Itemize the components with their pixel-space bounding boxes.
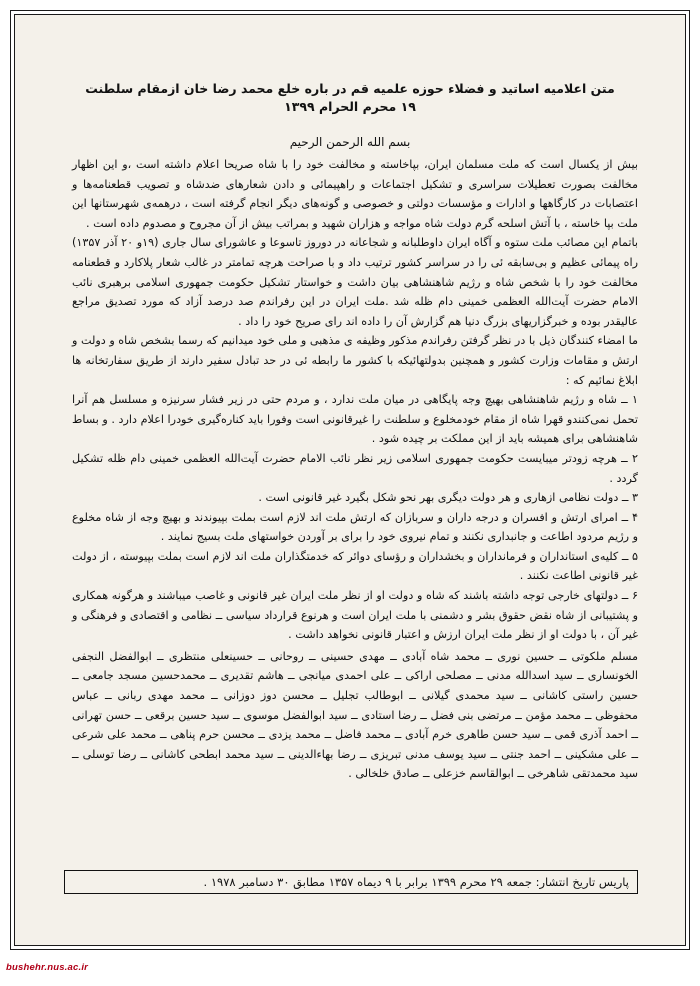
document-header	[60, 80, 640, 116]
paragraph-1: بیش از یکسال است که ملت مسلمان ایران، بپاخاسته و مخالفت خود را با شاه صریحا اعلام داشته است ،و این اظهار مخالفت بصورت تعطیلات سراسری و تشکیل اجتماعات و راهپیمائی و دادن شعارهای ضدشاه و تصویب قطعنامه‌ها و اعتصابات در کارگاهها و ادارات و مؤسسات دولتی و خصوصی و گونه‌های دیگر انجام گرفته است ، درهمه‌ی شهرستانها این ملت بپا خاسته ، با آتش اسلحه گرم دولت شاه مواجه و هزاران شهید و بمراتب بیش از آن مجروح و مصدوم داده است .	[72, 158, 638, 230]
document-title: متن اعلامیه اساتید و فضلاء حوزه علمیه قم در باره خلع محمد رضا خان ازمقام سلطنت	[85, 81, 615, 96]
demand-item-1: ۱ ــ شاه و رژیم شاهنشاهی بهیچ وجه پایگاهی در میان ملت ندارد ، و مردم حتی در زیر فشار سرنیزه و مسلسل هم آنرا تحمل نمی‌کنندو قهرا شاه از مقام خودمخلوع و سلطنت را غیرقانونی است وفورا باید کناره‌گیری خودرا اعلام دارد . و بساط شاهنشاهی برای همیشه باید از این مملکت بر چیده شود .	[72, 393, 638, 446]
paragraph-2: باتمام این مصائب ملت ستوه و آگاه ایران داوطلبانه و شجاعانه در دوروز تاسوعا و عاشورای سال جاری (۱۹و ۲۰ آذر ۱۳۵۷) راه پیمائی عظیم و بی‌سابقه ئی را در سراسر کشور ترتیب داد و با صراحت هرچه تمامتر در غالب شعار پلاکارد و قطعنامه مخالفت خود را با شخص شاه و رژیم شاهنشاهی بیان داشت و خواستار تشکیل حکومت جمهوری اسلامی برهبری نائب الامام حضرت آیت‌الله العظمی خمینی دام ظله شد .ملت ایران در این رفراندم صد درصد آزاد که مورد تصدیق مراجع عالیقدر بوده و خبرگزاریهای بزرگ دنیا هم گزارش آن را داده اند رای صریح خود را داد .	[72, 236, 638, 328]
demand-item-5: ۵ ــ کلیه‌ی استانداران و فرمانداران و بخشداران و رؤسای دوائر که خدمتگذاران ملت اند لازم است بملت بپیوسته ، از دولت غیر قانونی اطاعت نکنند .	[72, 549, 638, 583]
source-watermark: bushehr.nus.ac.ir	[6, 962, 89, 973]
demand-item-2: ۲ ــ هرچه زودتر میبایست حکومت جمهوری اسلامی زیر نظر نائب الامام حضرت آیت‌الله العظمی خمینی دام ظله تشکیل گردد .	[72, 451, 638, 485]
signatories-list: مسلم ملکوتی ــ حسین نوری ــ محمد شاه آبادی ــ مهدی حسینی ــ روحانی ــ حسینعلی منتظری ــ ابوالفضل النجفی الخونساری ــ سید اسدالله مدنی ــ مصلحی اراکی ــ علی احمدی میانجی ــ هاشم تقدیری ــ محمدحسین مسجد جامعی ــ حسین راستی کاشانی ــ سید محمدی گیلانی ــ ابوطالب تجلیل ــ محسن دوز دوزانی ــ محمد مهدی ربانی ــ عباس محفوظی ــ محمد مؤمن ــ مرتضی بنی فضل ــ رضا استادی ــ سید ابوالفضل موسوی ــ سید حسین برقعی ــ حسن تهرانی ــ احمد آذری قمی ــ سید حسن طاهری خرم آبادی ــ محمد فاضل ــ محمد یزدی ــ محسن حرم پناهی ــ محمد علی شرعی ــ علی مشکینی ــ احمد جنتی ــ سید یوسف مدنی تبریزی ــ رضا بهاءالدینی ــ سید محمد ابطحی کاشانی ــ رضا توسلی ــ سید محمدتقی شاهرخی ــ ابوالقاسم خزعلی ــ صادق خلخالی .	[72, 649, 638, 781]
paragraph-3: ما امضاء کنندگان ذیل با در نظر گرفتن رفراندم مذکور وظیفه ی مذهبی و ملی خود میدانیم که رسما بشخص شاه و دولت و ارتش و مقامات وزارت کشور و همچنین بدولتهائیکه با کشور ما رابطه ئی در حد تبادل سفیر دارند از طریق سفارتخانه ها ابلاغ نمائیم که :	[72, 334, 638, 387]
document-body	[72, 155, 638, 784]
demand-item-3: ۳ ــ دولت نظامی ازهاری و هر دولت دیگری بهر نحو شکل بگیرد غیر قانونی است .	[258, 491, 638, 505]
demand-item-4: ۴ ــ امرای ارتش و افسران و درجه داران و سربازان که ارتش ملت اند لازم است بملت بپیوندند و بهیچ وجه از شاه مخلوع و رژیم مردود اطاعت و جانبداری نکنند و تمام نیروی خود را برای بر آوردن خواستهای ملت بسیج نمایند .	[72, 510, 638, 544]
publication-footer: پاریس تاریخ انتشار: جمعه ۲۹ محرم ۱۳۹۹ برابر با ۹ دیماه ۱۳۵۷ مطابق ۳۰ دسامبر ۱۹۷۸ .	[64, 870, 638, 894]
demand-item-6: ۶ ــ دولتهای خارجی توجه داشته باشند که شاه و دولت او از نظر ملت ایران غیر قانونی و غاصب میباشند و هرگونه همکاری و پشتیبانی از شاه نقض حقوق بشر و دشمنی با ملت ایران است و هرنوع قرارداد سیاسی ــ نظامی و اقتصادی و فرهنگی و غیر آن ، با دولت او از نظر ملت ایران ارزش و اعتبار قانونی نخواهد داشت .	[72, 589, 638, 642]
bismillah-line: بسم الله الرحمن الرحیم	[289, 135, 411, 149]
document-date: ۱۹ محرم الحرام ۱۳۹۹	[284, 99, 416, 114]
